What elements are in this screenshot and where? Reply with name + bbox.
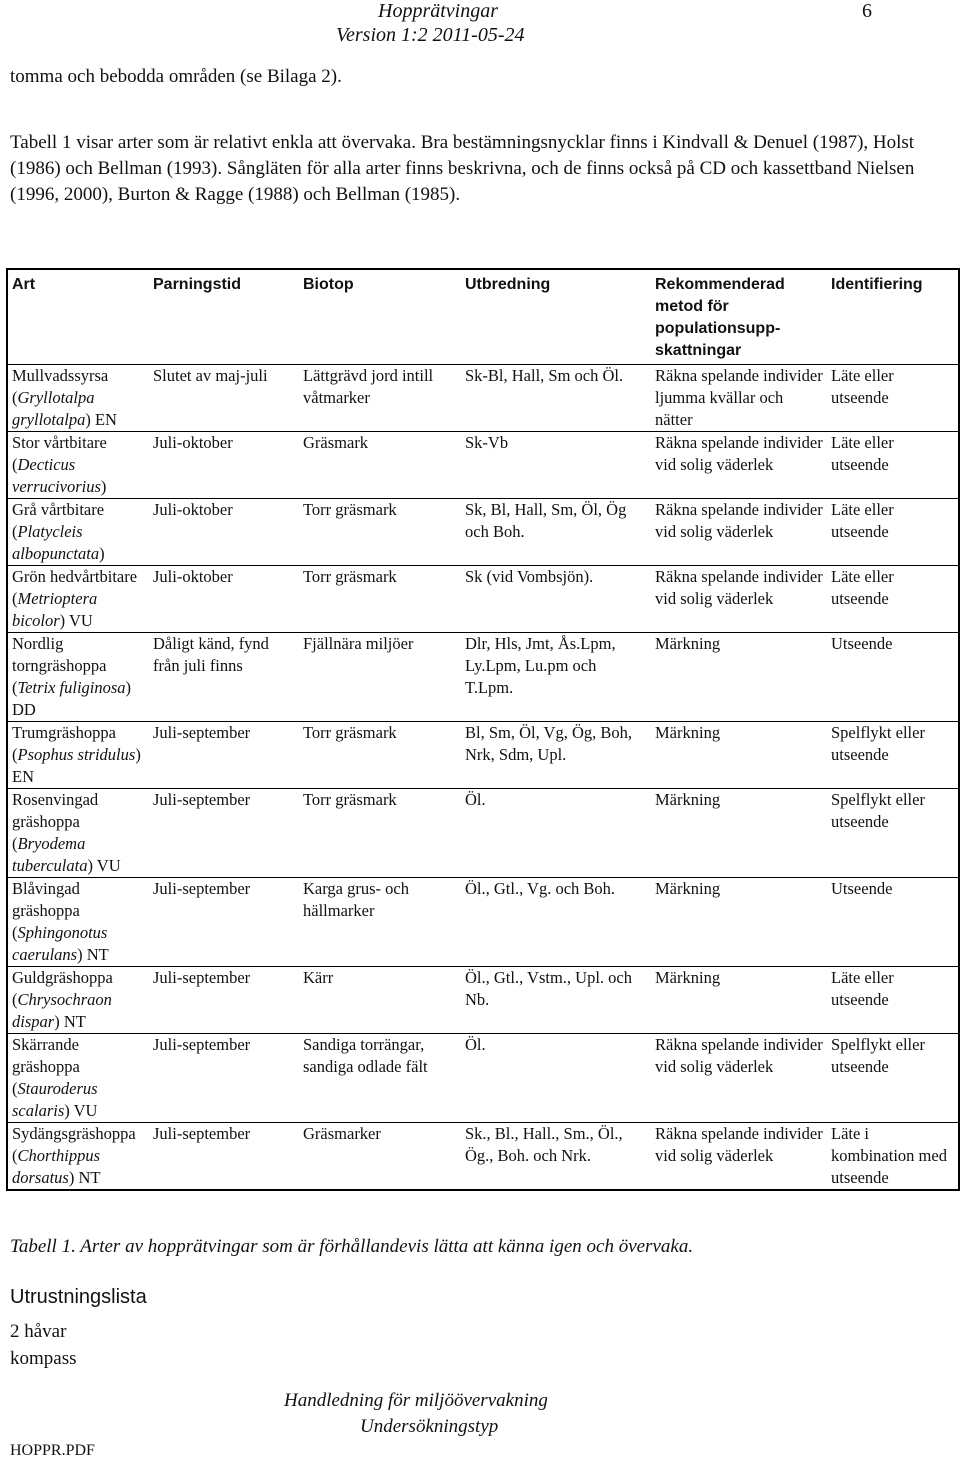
species-latin: Bryodema tuberculata (12, 834, 88, 875)
cell-biotop: Karga grus- och hällmarker (299, 878, 461, 967)
cell-art: Rosenvingad gräshoppa (Bryodema tuberculata) VU (7, 789, 149, 878)
cell-identifiering: Spelflykt eller utseende (827, 722, 959, 789)
cell-parningstid: Juli-september (149, 722, 299, 789)
table-row (7, 722, 959, 789)
cell-parningstid: Juli-oktober (149, 432, 299, 499)
species-status: NT (63, 1012, 86, 1031)
cell-art: Skärrande gräshoppa (Stauroderus scalaris) VU (7, 1034, 149, 1123)
cell-utbredning: Dlr, Hls, Jmt, Ås.Lpm, Ly.Lpm, Lu.pm och T.Lpm. (461, 633, 651, 722)
cell-parningstid: Juli-oktober (149, 499, 299, 566)
table-row (7, 499, 959, 566)
col-header-identifiering: Identifiering (827, 269, 959, 365)
cell-metod: Märkning (651, 878, 827, 967)
species-latin: Chrysochraon dispar (12, 990, 112, 1031)
species-status: VU (73, 1101, 98, 1120)
species-latin: Tetrix fuliginosa (17, 678, 126, 697)
table-caption: Tabell 1. Arter av hopprätvingar som är förhållandevis lätta att känna igen och övervaka. (10, 1236, 694, 1257)
species-name: Grön hedvårtbitare (12, 567, 138, 586)
cell-parningstid: Juli-september (149, 878, 299, 967)
species-name: Grå vårtbitare (12, 500, 105, 519)
equipment-heading: Utrustningslista (10, 1286, 147, 1308)
cell-biotop: Gräsmark (299, 432, 461, 499)
table-row (7, 1034, 959, 1123)
cell-art: Sydängsgräshoppa (Chorthippus dorsatus) NT (7, 1123, 149, 1191)
species-latin: Platycleis albopunctata (12, 522, 100, 563)
cell-utbredning: Sk (vid Vombsjön). (461, 566, 651, 633)
cell-biotop: Torr gräsmark (299, 722, 461, 789)
table-body (7, 365, 959, 1191)
cell-identifiering: Spelflykt eller utseende (827, 1034, 959, 1123)
cell-biotop: Torr gräsmark (299, 499, 461, 566)
cell-utbredning: Sk, Bl, Hall, Sm, Öl, Ög och Boh. (461, 499, 651, 566)
cell-biotop: Kärr (299, 967, 461, 1034)
table-row (7, 967, 959, 1034)
species-latin: Decticus verrucivorius (12, 455, 101, 496)
cell-parningstid: Juli-september (149, 967, 299, 1034)
cell-identifiering: Utseende (827, 633, 959, 722)
cell-art: Blåvingad gräshoppa (Sphingonotus caerulans) NT (7, 878, 149, 967)
cell-utbredning: Sk-Bl, Hall, Sm och Öl. (465, 366, 624, 385)
table-row (7, 633, 959, 722)
table-row (7, 878, 959, 967)
cell-utbredning: Öl., Gtl., Vg. och Boh. (461, 878, 651, 967)
table-row (7, 432, 959, 499)
cell-parningstid: Juli-oktober (149, 566, 299, 633)
species-status: VU (96, 856, 121, 875)
species-name: Sydängsgräshoppa (12, 1124, 136, 1143)
cell-utbredning: Öl. (461, 789, 651, 878)
species-table (6, 268, 960, 1191)
cell-identifiering: Läte eller utseende (827, 967, 959, 1034)
col-header-biotop: Biotop (299, 269, 461, 365)
equipment-list (10, 1318, 77, 1372)
species-name: Trumgräshoppa (12, 723, 116, 742)
cell-metod: Märkning (651, 633, 827, 722)
cell-metod: Räkna spelande individer vid solig väderlek (651, 1123, 827, 1191)
cell-metod: Räkna spelande individer vid solig väderlek (651, 432, 827, 499)
table-header-row (7, 269, 959, 365)
species-status: VU (69, 611, 93, 630)
species-status: EN (94, 410, 117, 429)
cell-metod: Märkning (651, 967, 827, 1034)
cell-parningstid: Dåligt känd, fynd från juli finns (149, 633, 299, 722)
equipment-item: kompass (10, 1348, 77, 1369)
cell-metod: Räkna spelande individer ljumma kvällar och nätter (655, 366, 823, 429)
species-name: Guldgräshoppa (12, 968, 113, 987)
species-status: EN (12, 767, 34, 786)
species-latin: Psophus stridulus (17, 745, 136, 764)
species-name: Rosenvingad gräshoppa (12, 790, 99, 831)
cell-art: Guldgräshoppa (Chrysochraon dispar) NT (7, 967, 149, 1034)
cell-utbredning: Öl. (461, 1034, 651, 1123)
cell-metod: Räkna spelande individer vid solig väderlek (651, 1034, 827, 1123)
intro-line: tomma och bebodda områden (se Bilaga 2). (10, 66, 342, 87)
species-name: Mullvadssyrsa (12, 366, 109, 385)
cell-biotop: Torr gräsmark (299, 566, 461, 633)
cell-identifiering: Läte eller utseende (827, 499, 959, 566)
cell-art: Grå vårtbitare (Platycleis albopunctata) (7, 499, 149, 566)
cell-metod: Märkning (651, 789, 827, 878)
species-latin: Metrioptera bicolor (12, 589, 98, 630)
cell-parningstid: Slutet av maj-juli (153, 366, 268, 385)
species-status: NT (78, 1168, 101, 1187)
cell-metod: Räkna spelande individer vid solig väderlek (651, 499, 827, 566)
footer-handbook: Handledning för miljöövervakning (284, 1390, 548, 1411)
equipment-item: 2 håvar (10, 1321, 67, 1342)
species-latin: Stauroderus scalaris (12, 1079, 98, 1120)
cell-identifiering: Spelflykt eller utseende (827, 789, 959, 878)
intro-paragraph: Tabell 1 visar arter som är relativt enkla att övervaka. Bra bestämningsnycklar finns i Kindvall & Denuel (1987), Holst (1986) och Bellman (1993). Sångläten för alla arter finns beskrivna, och de finns också på CD och kassettband Nielsen (1996, 2000), Burton & Ragge (1988) och Bellman (1985). (10, 132, 915, 205)
col-header-art: Art (7, 269, 149, 365)
footer-type: Undersökningstyp (360, 1416, 499, 1437)
species-latin: Gryllotalpa gryllotalpa (12, 388, 95, 429)
cell-utbredning: Öl., Gtl., Vstm., Upl. och Nb. (461, 967, 651, 1034)
table-row (7, 789, 959, 878)
cell-parningstid: Juli-september (149, 1034, 299, 1123)
cell-biotop: Sandiga torrängar, sandiga odlade fält (299, 1034, 461, 1123)
cell-art: Stor vårtbitare (Decticus verrucivorius) (7, 432, 149, 499)
cell-identifiering: Läte i kombination med utseende (827, 1123, 959, 1191)
species-latin: Sphingonotus caerulans (12, 923, 108, 964)
col-header-metod: Rekommenderad metod för populationsupp-skattningar (651, 269, 827, 365)
species-latin: Chorthippus dorsatus (12, 1146, 101, 1187)
species-name: Stor vårtbitare (12, 433, 107, 452)
cell-identifiering: Läte eller utseende (831, 366, 894, 407)
footer-filename: HOPPR.PDF (10, 1442, 95, 1459)
cell-metod: Räkna spelande individer vid solig väderlek (651, 566, 827, 633)
cell-biotop: Fjällnära miljöer (299, 633, 461, 722)
cell-art: Nordlig torngräshoppa (Tetrix fuliginosa) DD (7, 633, 149, 722)
col-header-parningstid: Parningstid (149, 269, 299, 365)
cell-metod: Märkning (651, 722, 827, 789)
table-row (7, 365, 959, 432)
cell-identifiering: Utseende (827, 878, 959, 967)
species-name: Blåvingad gräshoppa (12, 879, 80, 920)
cell-art: Grön hedvårtbitare (Metrioptera bicolor) VU (7, 566, 149, 633)
cell-art: Mullvadssyrsa (Gryllotalpa gryllotalpa) EN (12, 366, 117, 429)
cell-parningstid: Juli-september (149, 789, 299, 878)
cell-biotop: Torr gräsmark (299, 789, 461, 878)
cell-identifiering: Läte eller utseende (827, 432, 959, 499)
table-row (7, 1123, 959, 1191)
table-row (7, 566, 959, 633)
header-version: Version 1:2 2011-05-24 (336, 24, 525, 46)
page-number: 6 (862, 0, 872, 22)
cell-art: Trumgräshoppa (Psophus stridulus) EN (7, 722, 149, 789)
header-title: Hopprätvingar (378, 0, 498, 22)
cell-identifiering: Läte eller utseende (827, 566, 959, 633)
cell-biotop: Lättgrävd jord intill våtmarker (303, 366, 434, 407)
col-header-utbredning: Utbredning (461, 269, 651, 365)
cell-parningstid: Juli-september (149, 1123, 299, 1191)
species-status: NT (86, 945, 109, 964)
species-status: DD (12, 700, 36, 719)
cell-utbredning: Sk., Bl., Hall., Sm., Öl., Ög., Boh. och Nrk. (461, 1123, 651, 1191)
cell-utbredning: Sk-Vb (461, 432, 651, 499)
species-name: Nordlig torngräshoppa (12, 634, 107, 675)
cell-utbredning: Bl, Sm, Öl, Vg, Ög, Boh, Nrk, Sdm, Upl. (461, 722, 651, 789)
species-name: Skärrande gräshoppa (12, 1035, 80, 1076)
cell-biotop: Gräsmarker (299, 1123, 461, 1191)
